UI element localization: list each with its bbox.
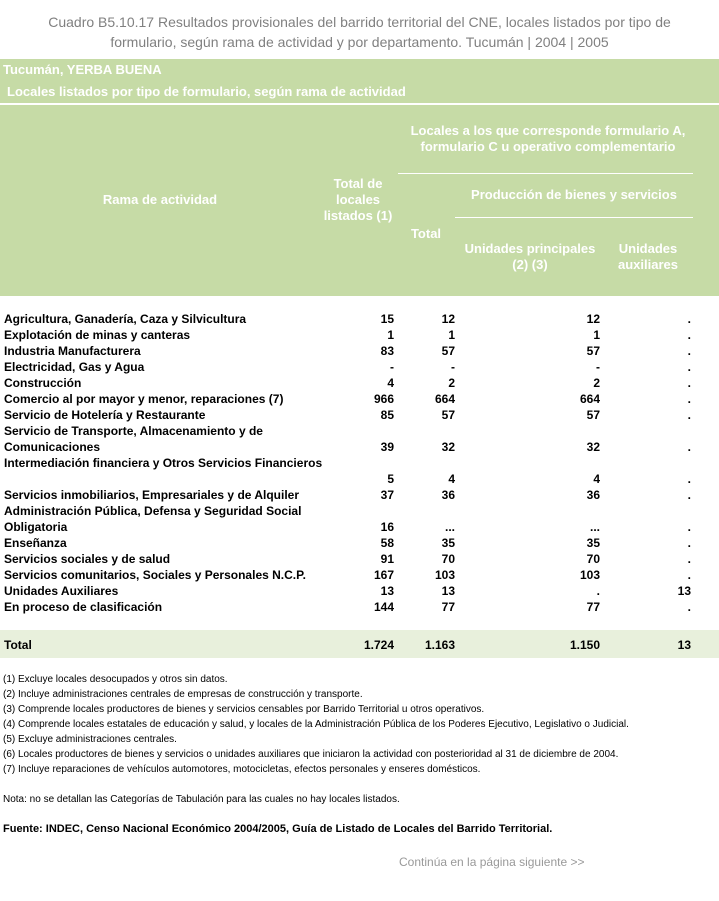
table-row: Servicios comunitarios, Sociales y Personales N.C.P. 167 103 103 . bbox=[4, 568, 691, 582]
title-line-2: formulario, según rama de actividad y por departamento. Tucumán | 2004 | 2005 bbox=[110, 34, 609, 50]
total-label: Total bbox=[4, 638, 32, 652]
table-row: Construcción 4 2 2 . bbox=[4, 376, 691, 390]
subtitle-band bbox=[0, 81, 719, 103]
table-row: Intermediación financiera y Otros Servicios Financieros bbox=[4, 456, 323, 470]
continue-link[interactable]: Continúa en la página siguiente >> bbox=[399, 855, 585, 869]
footnote: (6) Locales productores de bienes y servicios o unidades auxiliares que iniciaron la actividad con posterioridad al 31 de diciembre de 2004. bbox=[3, 749, 619, 760]
header-total: Total bbox=[410, 226, 442, 241]
table-row: Industria Manufacturera 83 57 57 . bbox=[4, 344, 691, 358]
header-total-locales: Total de locales listados (1) bbox=[323, 176, 393, 223]
header-produccion: Producción de bienes y servicios bbox=[471, 187, 677, 202]
location-label: Tucumán, YERBA BUENA bbox=[3, 62, 162, 77]
footnotes bbox=[3, 672, 629, 777]
table-row: Electricidad, Gas y Agua - - - . bbox=[4, 360, 691, 374]
table-row: 5 4 4 . bbox=[387, 472, 691, 486]
table-row: Servicio de Hotelería y Restaurante 85 57 57 . bbox=[4, 408, 691, 422]
total-value-3: 1.150 bbox=[569, 638, 600, 652]
source-text: Fuente: INDEC, Censo Nacional Económico 2004/2005, Guía de Listado de Locales del Barrido Territorial. bbox=[3, 823, 553, 835]
table-row: Obligatoria 16 ... ... . bbox=[4, 520, 691, 534]
total-value-2: 1.163 bbox=[424, 638, 455, 652]
page-title bbox=[0, 12, 719, 52]
table-row: Agricultura, Ganadería, Caza y Silvicultura 15 12 12 . bbox=[4, 312, 691, 326]
table-subtitle: Locales listados por tipo de formulario, según rama de actividad bbox=[7, 84, 406, 99]
table-row: Explotación de minas y canteras 1 1 1 . bbox=[4, 328, 691, 342]
footnote: (5) Excluye administraciones centrales. bbox=[3, 734, 177, 745]
footnote: (4) Comprende locales estatales de educación y salud, y locales de la Administración Pública de los Poderes Ejecutivo, Legislativo o Judicial. bbox=[3, 719, 629, 730]
footnote: (3) Comprende locales productores de bienes y servicios censables por Barrido Territorial u otros operativos. bbox=[3, 704, 485, 715]
header-principales: Unidades principales (2) (3) bbox=[464, 241, 596, 272]
total-row bbox=[0, 630, 719, 658]
total-value-1: 1.724 bbox=[363, 638, 394, 652]
table-header bbox=[0, 105, 719, 296]
table-row: Servicios sociales y de salud 91 70 70 . bbox=[4, 552, 691, 566]
table-row: Servicio de Transporte, Almacenamiento y de bbox=[4, 424, 263, 438]
tabulation-note: Nota: no se detallan las Categorías de Tabulación para las cuales no hay locales listados. bbox=[3, 794, 400, 805]
title-line-1: Cuadro B5.10.17 Resultados provisionales del barrido territorial del CNE, locales listados por tipo de bbox=[48, 14, 671, 30]
footnote: (1) Excluye locales desocupados y otros sin datos. bbox=[3, 674, 228, 685]
location-band bbox=[0, 59, 719, 81]
footnote: (2) Incluye administraciones centrales de empresas de construcción y transporte. bbox=[3, 689, 363, 700]
header-divider-2 bbox=[455, 217, 693, 218]
header-group-a: Locales a los que corresponde formulario A, formulario C u operativo complementario bbox=[410, 123, 686, 154]
table-row: Comunicaciones 39 32 32 . bbox=[4, 440, 691, 454]
total-value-4: 13 bbox=[677, 638, 691, 652]
table-row: Comercio al por mayor y menor, reparaciones (7) 966 664 664 . bbox=[4, 392, 691, 406]
table-row: Enseñanza 58 35 35 . bbox=[4, 536, 691, 550]
table-row: Administración Pública, Defensa y Seguridad Social bbox=[4, 504, 302, 518]
header-rama: Rama de actividad bbox=[102, 192, 218, 207]
table-row: Servicios inmobiliarios, Empresariales y de Alquiler 37 36 36 . bbox=[4, 488, 691, 502]
header-divider-1 bbox=[398, 173, 693, 174]
header-auxiliares: Unidades auxiliares bbox=[618, 241, 678, 272]
table-row: En proceso de clasificación 144 77 77 . bbox=[4, 600, 691, 614]
footnote: (7) Incluye reparaciones de vehículos automotores, motocicletas, efectos personales y enseres domésticos. bbox=[3, 764, 481, 775]
table-row: Unidades Auxiliares 13 13 . 13 bbox=[4, 584, 691, 598]
